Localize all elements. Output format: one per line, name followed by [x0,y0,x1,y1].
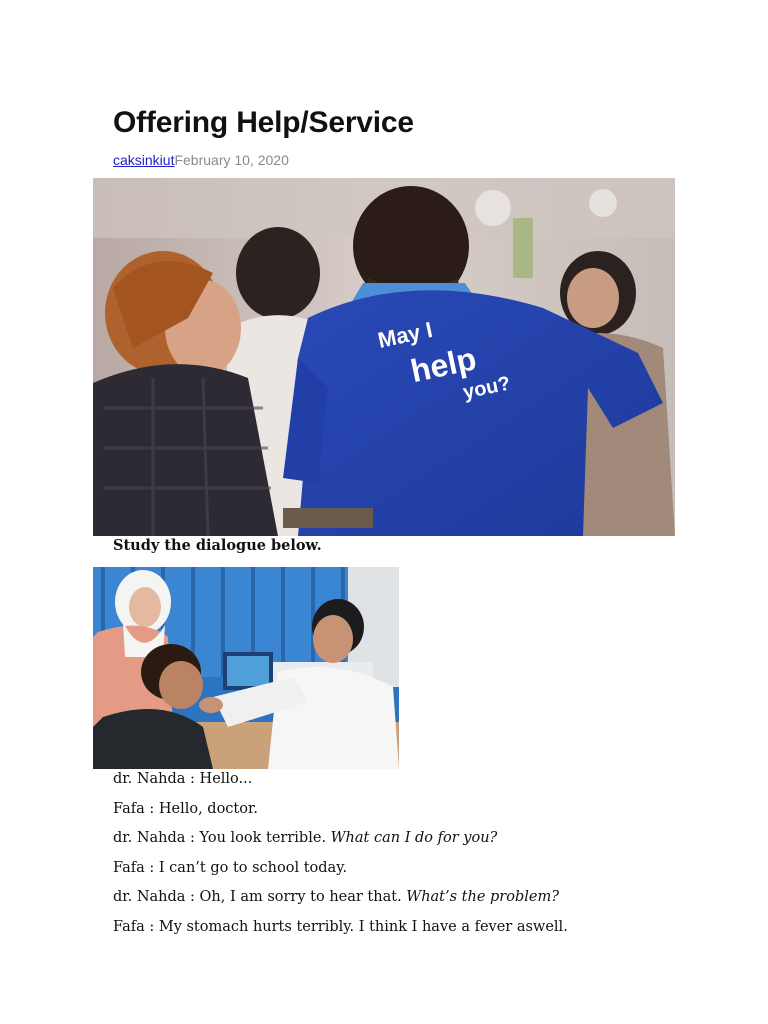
line-text: Oh, I am sorry to hear that. [199,889,407,906]
line-text: Hello... [199,771,253,787]
line-text: You look terrible. [199,830,331,847]
help-desk-photo [93,178,675,536]
instruction-text: Study the dialogue below. [113,537,322,554]
speaker: Fafa [113,859,145,876]
post-meta [113,151,289,169]
speaker: Fafa [113,800,145,817]
author-link[interactable]: caksinkiut [113,152,175,168]
dialogue-line: Fafa : I can’t go to school today. [113,859,348,876]
speaker: dr. Nahda [113,889,186,906]
speaker: dr. Nahda [113,771,186,787]
line-text: My stomach hurts terribly. I think I have a fever aswell. [158,918,568,935]
post-date: February 10, 2020 [174,152,289,168]
dialogue-line: dr. Nahda : You look terrible. What can I do for you? [113,830,498,847]
page-title: Offering Help/Service [113,106,414,139]
italic-question: What can I do for you? [330,830,498,847]
shirt-text-1: May I [375,316,435,353]
dialogue [113,770,568,948]
dialogue-line: dr. Nahda : Oh, I am sorry to hear that. What’s the problem? [113,889,559,906]
line-text: Hello, doctor. [158,800,258,817]
dialogue-line: dr. Nahda : Hello... [113,771,253,787]
dialogue-line: Fafa : My stomach hurts terribly. I think I have a fever aswell. [113,918,568,935]
speaker: Fafa [113,918,145,935]
shirt-text-2: help [407,340,480,390]
shirt-text-3: you? [461,372,513,404]
line-text: I can’t go to school today. [158,859,348,876]
italic-question: What’s the problem? [406,889,559,906]
doctor-photo [93,567,399,769]
dialogue-line: Fafa : Hello, doctor. [113,800,258,817]
speaker: dr. Nahda [113,830,186,847]
